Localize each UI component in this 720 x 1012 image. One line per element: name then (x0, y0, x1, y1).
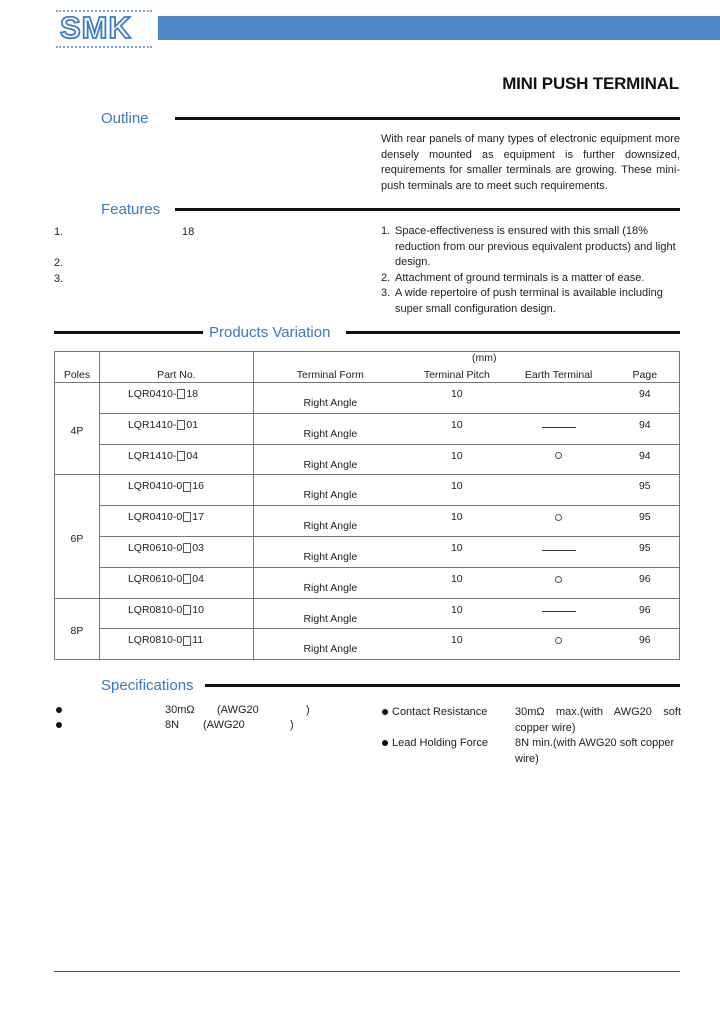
feature-number: 2. (381, 271, 391, 284)
bullet-icon (56, 707, 62, 713)
part-suffix: 04 (192, 572, 204, 585)
terminal-pitch-cell: 10 (407, 598, 507, 629)
terminal-form-text: Right Angle (303, 643, 358, 656)
poles-cell: 4P (70, 425, 84, 438)
terminal-form-text: Right Angle (303, 550, 358, 563)
products-table-body (55, 383, 680, 660)
page-cell: 94 (611, 413, 680, 444)
terminal-pitch-cell: 10 (407, 567, 507, 598)
part-suffix: 17 (192, 511, 204, 524)
bullet-icon (56, 722, 62, 728)
spec-label: Lead Holding Force (392, 737, 489, 749)
feature-left-value: 18 (182, 226, 195, 238)
feature-text: A wide repertoire of push terminal is available including super small configuration design. (395, 287, 663, 315)
placeholder-box-icon (183, 543, 191, 553)
terminal-form-cell (253, 567, 407, 598)
earth-terminal-cell (507, 413, 611, 444)
part-prefix: LQR0610-0 (127, 541, 183, 554)
circle-icon (555, 514, 562, 521)
part-suffix: 10 (192, 603, 204, 616)
part-suffix: 01 (186, 418, 199, 431)
part-prefix: LQR0610-0 (127, 572, 183, 585)
page-cell: 94 (638, 388, 651, 400)
table-header-row (55, 352, 680, 383)
spec-left-note-1: (AWG20 (217, 704, 259, 716)
page-cell: 96 (611, 629, 680, 660)
earth-terminal-cell (507, 598, 611, 629)
poles-cell: 6P (55, 475, 100, 598)
page-cell: 95 (611, 475, 680, 506)
terminal-form-text: Right Angle (303, 427, 358, 440)
features-list (381, 224, 681, 317)
outline-rule (175, 117, 680, 120)
part-no-cell (99, 413, 253, 444)
part-no-cell (99, 536, 253, 567)
terminal-form-cell (253, 475, 407, 506)
specifications-heading: Specifications (101, 677, 194, 694)
dash-icon (542, 550, 576, 551)
part-prefix: LQR1410- (127, 449, 177, 462)
table-row (55, 413, 680, 444)
placeholder-box-icon (183, 636, 191, 646)
features-heading: Features (101, 201, 161, 218)
feature-number: 3. (381, 287, 391, 299)
placeholder-box-icon (177, 420, 185, 430)
table-row (55, 629, 680, 660)
terminal-form-cell (253, 506, 407, 537)
part-suffix: 16 (192, 480, 204, 493)
terminal-form-text: Right Angle (303, 489, 358, 502)
feature-item (381, 271, 681, 287)
specifications-rule (205, 684, 680, 687)
page-title: MINI PUSH TERMINAL (502, 74, 679, 93)
table-row (55, 506, 680, 537)
earth-terminal-cell (507, 383, 611, 414)
terminal-form-cell (253, 629, 407, 660)
terminal-pitch-cell: 10 (450, 388, 463, 400)
placeholder-box-icon (177, 389, 185, 399)
outline-heading: Outline (101, 110, 149, 127)
terminal-pitch-cell: 10 (407, 475, 507, 506)
spec-label: Contact Resistance (392, 706, 488, 718)
spec-left-value-2: 8N (165, 719, 180, 731)
part-prefix: LQR0410-0 (127, 511, 183, 524)
terminal-form-cell (253, 413, 407, 444)
feature-text: Attachment of ground terminals is a matter of ease. (395, 271, 645, 284)
page-cell: 95 (611, 536, 680, 567)
spec-left-note-2: (AWG20 (203, 719, 245, 731)
placeholder-box-icon (183, 605, 191, 615)
unit-label: (mm) (472, 352, 497, 364)
table-row (55, 567, 680, 598)
part-prefix: LQR0410-0 (127, 480, 183, 493)
terminal-form-text: Right Angle (303, 397, 358, 409)
col-part-no: Part No. (99, 352, 253, 383)
table-row (55, 536, 680, 567)
products-rule-right (346, 331, 680, 334)
terminal-form-text: Right Angle (303, 612, 358, 625)
outline-text: With rear panels of many types of electronic equipment more densely mounted as equipment is further downsized, requirements for smaller terminals are growing. These mini-push terminals are to meet such requirements. (381, 133, 680, 192)
feature-left-num-2: 2. (54, 257, 64, 269)
dash-icon (542, 611, 576, 612)
earth-terminal-cell (507, 567, 611, 598)
part-suffix: 04 (186, 449, 199, 462)
page-cell: 96 (611, 598, 680, 629)
feature-item (381, 224, 681, 271)
feature-text: Space-effectiveness is ensured with this small (18% reduction from our previous equivalent products) and light design. (395, 225, 676, 268)
placeholder-box-icon (177, 451, 185, 461)
part-no-cell (99, 629, 253, 660)
products-heading: Products Variation (209, 324, 331, 341)
spec-left-value-1: 30mΩ (165, 704, 195, 716)
feature-left-num-1: 1. (54, 226, 64, 238)
page-cell: 94 (611, 444, 680, 475)
spec-value: 30mΩ max.(with AWG20 soft copper wire) (515, 706, 681, 734)
part-no-cell (99, 444, 253, 475)
earth-terminal-cell (507, 444, 611, 475)
col-earth-terminal: Earth Terminal (507, 352, 611, 383)
table-row (55, 383, 680, 414)
part-suffix: 18 (186, 388, 199, 400)
spec-left-row-1 (56, 703, 66, 719)
feature-left-num-3: 3. (54, 273, 64, 285)
part-prefix: LQR1410- (127, 418, 177, 431)
header-bar (158, 16, 720, 40)
part-prefix: LQR0810-0 (127, 634, 183, 647)
terminal-pitch-cell: 10 (407, 413, 507, 444)
products-table (54, 351, 680, 660)
earth-terminal-cell (507, 475, 611, 506)
col-terminal-pitch: Terminal Pitch (407, 352, 507, 383)
terminal-form-cell (253, 383, 407, 414)
earth-terminal-cell (507, 536, 611, 567)
footer-rule (54, 971, 680, 972)
part-suffix: 11 (192, 634, 204, 647)
earth-terminal-cell (507, 506, 611, 537)
part-suffix: 03 (192, 541, 204, 554)
part-no-cell (99, 383, 253, 414)
placeholder-box-icon (183, 574, 191, 584)
terminal-form-cell (253, 444, 407, 475)
products-rule-left (54, 331, 203, 334)
feature-number: 1. (381, 225, 391, 237)
terminal-pitch-cell: 10 (407, 506, 507, 537)
features-rule (175, 208, 680, 211)
poles-cell: 8P (55, 598, 100, 660)
table-row (55, 598, 680, 629)
placeholder-box-icon (183, 482, 191, 492)
part-prefix: LQR0410- (127, 388, 177, 400)
terminal-pitch-cell: 10 (407, 444, 507, 475)
spec-left-row-2 (56, 718, 66, 734)
terminal-pitch-cell: 10 (407, 536, 507, 567)
terminal-form-text: Right Angle (303, 520, 358, 533)
smk-logo: SMK (60, 10, 132, 45)
earth-terminal-cell (507, 629, 611, 660)
terminal-form-text: Right Angle (303, 458, 358, 471)
terminal-form-text: Right Angle (303, 581, 358, 594)
col-terminal-form: Terminal Form (253, 352, 407, 383)
terminal-form-cell (253, 536, 407, 567)
table-row (55, 475, 680, 506)
placeholder-box-icon (183, 512, 191, 522)
part-no-cell (99, 475, 253, 506)
bullet-icon (382, 740, 388, 746)
spec-left-close-1: ) (306, 704, 310, 716)
page-cell: 95 (611, 506, 680, 537)
col-poles: Poles (55, 352, 100, 383)
page-cell: 96 (611, 567, 680, 598)
terminal-pitch-cell: 10 (407, 629, 507, 660)
part-no-cell (99, 567, 253, 598)
circle-icon (555, 452, 562, 459)
part-no-cell (99, 598, 253, 629)
col-page: Page (611, 352, 680, 383)
part-no-cell (99, 506, 253, 537)
terminal-form-cell (253, 598, 407, 629)
part-prefix: LQR0810-0 (127, 603, 183, 616)
spec-left-close-2: ) (290, 719, 294, 731)
feature-item (381, 286, 681, 317)
dash-icon (542, 427, 576, 428)
spec-value: 8N min.(with AWG20 soft copper wire) (515, 737, 675, 765)
circle-icon (555, 576, 562, 583)
circle-icon (555, 637, 562, 644)
bullet-icon (382, 709, 388, 715)
table-row (55, 444, 680, 475)
